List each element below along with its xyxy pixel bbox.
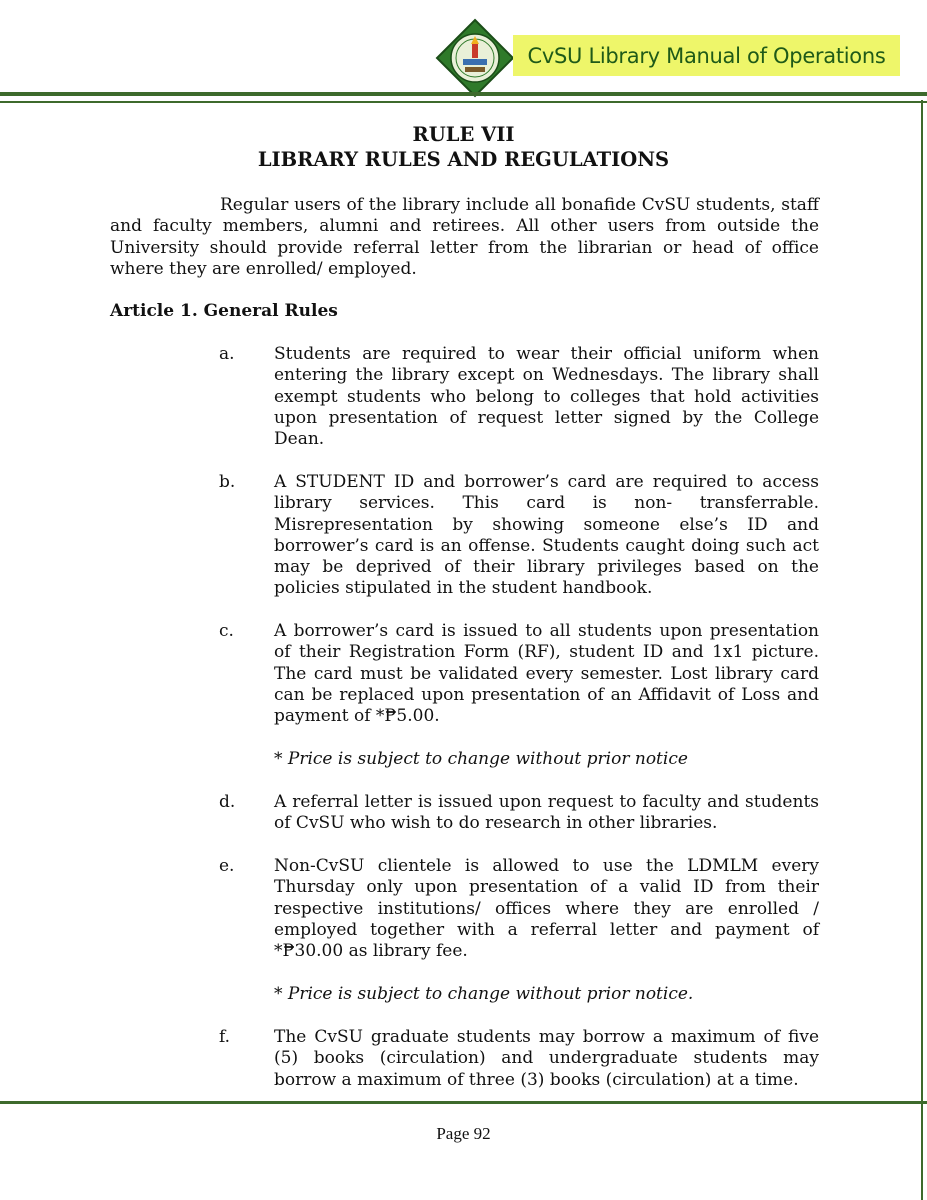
item-letter: e. [219,856,235,876]
list-item: Students are required to wear their official uniform when entering the library except on Wednesdays. The library shall exempt students who belong to colleges that hold activities upon presentation of request letter signed by the College Dean. [274,344,819,450]
cvsu-seal-logo [435,18,515,98]
price-note: * Price is subject to change without prior notice [274,749,688,769]
intro-paragraph: Regular users of the library include all bonafide CvSU students, staff and faculty members, alumni and retirees. All other users from outside the University should provide referral letter from the librarian or head of office where they are enrolled/ employed. [110,195,819,279]
rule-title: LIBRARY RULES AND REGULATIONS [257,148,670,171]
list-item: Non-CvSU clientele is allowed to use the LDMLM every Thursday only upon presentation of a valid ID from their respective institutions/ offices where they are enrolled / employed together with a referral letter and payment of *₱30.00 as library fee. [274,856,819,962]
list-item: A referral letter is issued upon request to faculty and students of CvSU who wish to do research in other libraries. [274,792,819,834]
item-letter: c. [219,621,234,641]
item-letter: b. [219,472,236,492]
list-item: The CvSU graduate students may borrow a maximum of five (5) books (circulation) and undergraduate students may borrow a maximum of three (3) books (circulation) at a time. [274,1027,819,1090]
page-number: Page 92 [436,1124,491,1143]
rule-number: RULE VII [412,123,515,146]
list-item: A STUDENT ID and borrower’s card are required to access library services. This card is non- transferrable. Misrepresentation by showing someone else’s ID and borrower’s card is an offense. Students caught doing such act may be deprived of their library privileges based on the policies stipulated in the student handbook. [274,472,819,599]
item-letter: a. [219,344,235,364]
item-letter: f. [219,1027,231,1047]
page-border-right [921,100,923,1200]
item-letter: d. [219,792,236,812]
list-item: A borrower’s card is issued to all students upon presentation of their Registration Form (RF), student ID and 1x1 picture. The card must be validated every semester. Lost library card can be replaced upon presentation of an Affidavit of Loss and payment of *₱5.00. [274,621,819,727]
header-divider-thin [0,101,927,103]
header-divider [0,92,927,96]
manual-title-banner: CvSU Library Manual of Operations [513,35,900,76]
article-heading: Article 1. General Rules [110,301,338,321]
price-note: * Price is subject to change without prior notice. [274,984,694,1004]
footer-divider [0,1101,927,1104]
